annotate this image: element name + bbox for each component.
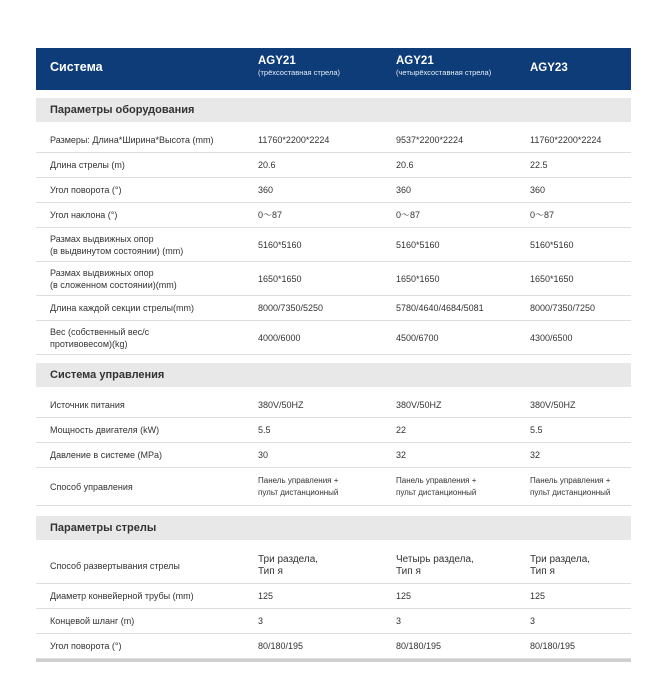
row-label: Способ управления <box>50 481 133 492</box>
model-subtitle: (трёхсоставная стрела) <box>258 68 340 77</box>
section-rows-equipment <box>36 128 631 355</box>
row-value: Четырь раздела, Тип я <box>396 553 474 577</box>
system-column-header: Система <box>50 60 103 74</box>
table-header <box>36 48 631 90</box>
model-name: AGY21 <box>258 55 296 67</box>
model-header-1 <box>258 55 340 77</box>
table-row <box>36 548 631 584</box>
table-row <box>36 128 631 153</box>
row-label: Источник питания <box>50 400 125 410</box>
section-header-equipment <box>36 98 631 122</box>
row-value: 5.5 <box>258 425 271 435</box>
row-value: 11760*2200*2224 <box>258 135 330 145</box>
row-value: 0～87 <box>396 210 421 220</box>
row-value: 8000/7350/5250 <box>258 303 324 313</box>
spacer <box>36 90 631 98</box>
table-row <box>36 178 631 203</box>
row-label: Концевой шланг (m) <box>50 616 135 626</box>
table-row <box>36 468 631 506</box>
row-value: 20.6 <box>258 160 276 170</box>
table-row <box>36 443 631 468</box>
table-row <box>36 321 631 355</box>
row-label: Угол поворота (°) <box>50 641 122 651</box>
row-value: 80/180/195 <box>258 641 304 651</box>
row-label: Угол поворота (°) <box>50 185 122 195</box>
row-value: 4000/6000 <box>258 332 301 343</box>
section-title: Система управления <box>50 369 165 381</box>
row-value: 22 <box>396 425 407 435</box>
table-row <box>36 153 631 178</box>
row-label: Диаметр конвейерной трубы (mm) <box>50 591 194 601</box>
row-value: 4500/6700 <box>396 332 439 343</box>
row-value: 1650*1650 <box>258 273 302 284</box>
row-value: 20.6 <box>396 160 414 170</box>
row-value: Панель управления + пульт дистанционный <box>396 475 477 497</box>
table-row <box>36 262 631 296</box>
row-value: 5160*5160 <box>258 239 302 250</box>
row-value: 0～87 <box>530 210 555 220</box>
row-value: 3 <box>530 616 536 626</box>
row-label: Давление в системе (MPa) <box>50 450 162 460</box>
row-value: 5160*5160 <box>396 239 440 250</box>
row-value: 1650*1650 <box>396 273 440 284</box>
row-label: Длина стрелы (m) <box>50 160 125 170</box>
model-name: AGY21 <box>396 55 434 67</box>
spacer <box>36 506 631 516</box>
section-title: Параметры оборудования <box>50 104 195 116</box>
model-name: AGY23 <box>530 62 568 74</box>
row-label: Размах выдвижных опор (в сложенном состоянии)(mm) <box>50 267 177 290</box>
model-subtitle: (четырёхсоставная стрела) <box>396 68 492 77</box>
row-value: 80/180/195 <box>530 641 576 651</box>
spacer <box>36 355 631 363</box>
row-value: 380V/50HZ <box>258 400 304 410</box>
section-header-control <box>36 363 631 387</box>
section-title: Параметры стрелы <box>50 522 157 534</box>
row-value: 0～87 <box>258 210 283 220</box>
row-value: 80/180/195 <box>396 641 442 651</box>
row-value: Три раздела, Тип я <box>258 553 319 577</box>
row-value: 360 <box>258 185 274 195</box>
row-value: 32 <box>396 450 407 460</box>
row-value: 380V/50HZ <box>396 400 442 410</box>
section-header-boom <box>36 516 631 540</box>
row-value: 22.5 <box>530 160 548 170</box>
row-value: 3 <box>258 616 264 626</box>
table-row <box>36 584 631 609</box>
row-value: 125 <box>530 591 546 601</box>
row-value: 3 <box>396 616 402 626</box>
row-label: Длина каждой секции стрелы(mm) <box>50 303 194 313</box>
row-label: Размеры: Длина*Ширина*Высота (mm) <box>50 135 214 145</box>
row-label: Угол наклона (°) <box>50 210 118 220</box>
row-label: Вес (собственный вес/с противовесом)(kg) <box>50 326 150 349</box>
table-row <box>36 203 631 228</box>
row-value: 360 <box>530 185 546 195</box>
model-header-2 <box>396 55 491 77</box>
spec-table <box>36 48 631 662</box>
table-row <box>36 418 631 443</box>
table-row <box>36 393 631 418</box>
row-value: 30 <box>258 450 269 460</box>
row-value: 32 <box>530 450 541 460</box>
row-value: Панель управления + пульт дистанционный <box>258 475 339 497</box>
row-value: 380V/50HZ <box>530 400 576 410</box>
row-value: 125 <box>258 591 274 601</box>
bottom-divider <box>36 659 631 662</box>
row-value: Панель управления + пульт дистанционный <box>530 475 611 497</box>
section-rows-control <box>36 393 631 506</box>
row-label: Размах выдвижных опор (в выдвинутом состоянии) (mm) <box>50 233 184 256</box>
row-value: 5.5 <box>530 425 543 435</box>
row-value: 4300/6500 <box>530 332 573 343</box>
row-label: Мощность двигателя (kW) <box>50 425 160 435</box>
row-value: Три раздела, Тип я <box>530 553 591 577</box>
row-value: 125 <box>396 591 412 601</box>
row-label: Способ развертывания стрелы <box>50 560 180 571</box>
table-row <box>36 296 631 321</box>
model-header-3 <box>530 62 568 74</box>
row-value: 8000/7350/7250 <box>530 303 596 313</box>
row-value: 11760*2200*2224 <box>530 135 602 145</box>
table-row <box>36 228 631 262</box>
row-value: 5160*5160 <box>530 239 574 250</box>
row-value: 9537*2200*2224 <box>396 135 464 145</box>
table-row <box>36 634 631 659</box>
row-value: 1650*1650 <box>530 273 574 284</box>
row-value: 360 <box>396 185 412 195</box>
table-row <box>36 609 631 634</box>
section-rows-boom <box>36 548 631 659</box>
row-value: 5780/4640/4684/5081 <box>396 303 484 313</box>
